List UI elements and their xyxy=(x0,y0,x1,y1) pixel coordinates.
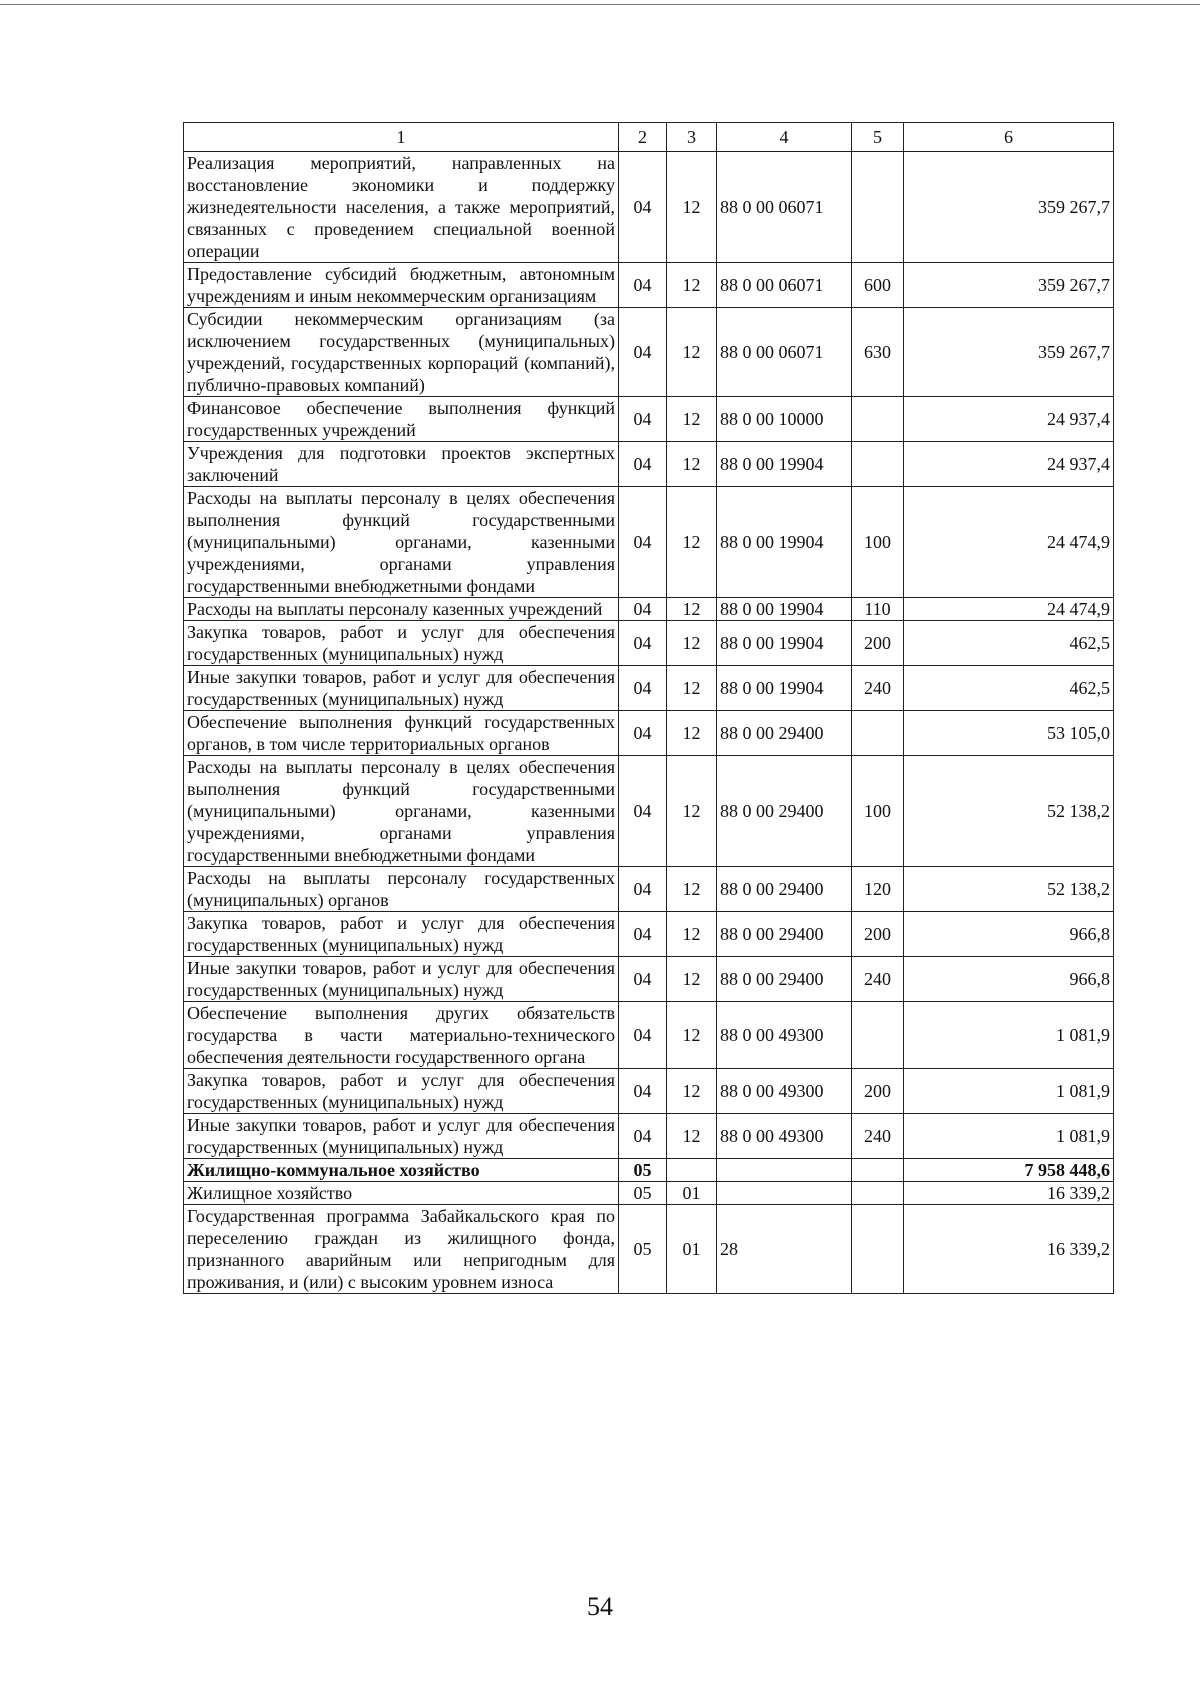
header-col-3: 3 xyxy=(667,123,717,152)
row-expense-type xyxy=(852,711,904,756)
row-amount: 462,5 xyxy=(904,621,1114,666)
row-expense-type: 240 xyxy=(852,1114,904,1159)
row-section-code: 04 xyxy=(619,957,667,1002)
row-target-article: 88 0 00 10000 xyxy=(717,397,852,442)
row-description: Жилищное хозяйство xyxy=(184,1182,619,1205)
row-subsection-code: 12 xyxy=(667,1002,717,1069)
table-row xyxy=(184,666,1114,711)
row-amount: 16 339,2 xyxy=(904,1205,1114,1294)
budget-table xyxy=(183,122,1114,1294)
row-expense-type xyxy=(852,1002,904,1069)
row-section-code: 05 xyxy=(619,1159,667,1182)
row-section-code: 04 xyxy=(619,598,667,621)
row-section-code: 04 xyxy=(619,397,667,442)
row-description: Расходы на выплаты персоналу в целях обеспечения выполнения функций государственными (муниципальными) органами, казенными учреждениями, органами управления государственными внебюджетными фондами xyxy=(184,487,619,598)
row-section-code: 04 xyxy=(619,308,667,397)
row-amount: 359 267,7 xyxy=(904,263,1114,308)
header-col-5: 5 xyxy=(852,123,904,152)
row-amount: 359 267,7 xyxy=(904,308,1114,397)
row-amount: 52 138,2 xyxy=(904,756,1114,867)
row-amount: 24 937,4 xyxy=(904,442,1114,487)
row-amount: 16 339,2 xyxy=(904,1182,1114,1205)
row-description: Субсидии некоммерческим организациям (за исключением государственных (муниципальных) учреждений, государственных корпораций (компаний), публично-правовых компаний) xyxy=(184,308,619,397)
row-target-article: 88 0 00 19904 xyxy=(717,621,852,666)
row-section-code: 04 xyxy=(619,1069,667,1114)
row-section-code: 04 xyxy=(619,621,667,666)
row-target-article: 88 0 00 29400 xyxy=(717,756,852,867)
row-subsection-code: 01 xyxy=(667,1182,717,1205)
row-target-article: 88 0 00 19904 xyxy=(717,666,852,711)
header-row xyxy=(184,123,1114,152)
row-amount: 7 958 448,6 xyxy=(904,1159,1114,1182)
row-amount: 24 474,9 xyxy=(904,598,1114,621)
row-description: Закупка товаров, работ и услуг для обеспечения государственных (муниципальных) нужд xyxy=(184,912,619,957)
row-description: Учреждения для подготовки проектов экспертных заключений xyxy=(184,442,619,487)
row-amount: 359 267,7 xyxy=(904,152,1114,263)
row-subsection-code: 12 xyxy=(667,308,717,397)
row-target-article: 88 0 00 49300 xyxy=(717,1114,852,1159)
row-target-article: 88 0 00 49300 xyxy=(717,1069,852,1114)
row-expense-type: 200 xyxy=(852,912,904,957)
row-description: Расходы на выплаты персоналу казенных учреждений xyxy=(184,598,619,621)
row-expense-type: 120 xyxy=(852,867,904,912)
row-subsection-code: 12 xyxy=(667,598,717,621)
table-row xyxy=(184,397,1114,442)
row-target-article: 88 0 00 06071 xyxy=(717,263,852,308)
row-description: Предоставление субсидий бюджетным, автономным учреждениям и иным некоммерческим организациям xyxy=(184,263,619,308)
table-row xyxy=(184,1069,1114,1114)
row-section-code: 04 xyxy=(619,756,667,867)
row-subsection-code: 12 xyxy=(667,442,717,487)
row-description: Обеспечение выполнения функций государственных органов, в том числе территориальных органов xyxy=(184,711,619,756)
row-expense-type xyxy=(852,1182,904,1205)
row-expense-type: 100 xyxy=(852,756,904,867)
row-subsection-code: 12 xyxy=(667,487,717,598)
row-amount: 1 081,9 xyxy=(904,1114,1114,1159)
row-section-code: 04 xyxy=(619,263,667,308)
row-section-code: 04 xyxy=(619,666,667,711)
row-section-code: 04 xyxy=(619,1002,667,1069)
row-target-article: 88 0 00 19904 xyxy=(717,442,852,487)
row-subsection-code xyxy=(667,1159,717,1182)
row-expense-type xyxy=(852,397,904,442)
row-expense-type: 200 xyxy=(852,621,904,666)
table-row xyxy=(184,1182,1114,1205)
row-subsection-code: 12 xyxy=(667,152,717,263)
row-subsection-code: 12 xyxy=(667,621,717,666)
row-description: Закупка товаров, работ и услуг для обеспечения государственных (муниципальных) нужд xyxy=(184,1069,619,1114)
table-row xyxy=(184,756,1114,867)
row-section-code: 04 xyxy=(619,711,667,756)
row-section-code: 04 xyxy=(619,487,667,598)
row-expense-type xyxy=(852,1159,904,1182)
row-amount: 53 105,0 xyxy=(904,711,1114,756)
row-amount: 1 081,9 xyxy=(904,1069,1114,1114)
table-row xyxy=(184,711,1114,756)
table-row xyxy=(184,1205,1114,1294)
row-subsection-code: 12 xyxy=(667,666,717,711)
table-row xyxy=(184,442,1114,487)
row-amount: 52 138,2 xyxy=(904,867,1114,912)
row-amount: 966,8 xyxy=(904,912,1114,957)
row-subsection-code: 12 xyxy=(667,1069,717,1114)
row-description: Расходы на выплаты персоналу в целях обеспечения выполнения функций государственными (муниципальными) органами, казенными учреждениями, органами управления государственными внебюджетными фондами xyxy=(184,756,619,867)
row-subsection-code: 12 xyxy=(667,957,717,1002)
row-description: Иные закупки товаров, работ и услуг для обеспечения государственных (муниципальных) нужд xyxy=(184,666,619,711)
row-target-article: 28 xyxy=(717,1205,852,1294)
row-description: Расходы на выплаты персоналу государственных (муниципальных) органов xyxy=(184,867,619,912)
row-target-article xyxy=(717,1159,852,1182)
row-description: Иные закупки товаров, работ и услуг для обеспечения государственных (муниципальных) нужд xyxy=(184,1114,619,1159)
row-target-article: 88 0 00 29400 xyxy=(717,912,852,957)
row-subsection-code: 12 xyxy=(667,711,717,756)
budget-table-body xyxy=(184,123,1114,1294)
row-description: Финансовое обеспечение выполнения функций государственных учреждений xyxy=(184,397,619,442)
table-row xyxy=(184,598,1114,621)
row-description: Обеспечение выполнения других обязательств государства в части материально-технического обеспечения деятельности государственного органа xyxy=(184,1002,619,1069)
table-row xyxy=(184,867,1114,912)
row-expense-type xyxy=(852,152,904,263)
row-description: Иные закупки товаров, работ и услуг для обеспечения государственных (муниципальных) нужд xyxy=(184,957,619,1002)
row-expense-type: 100 xyxy=(852,487,904,598)
row-section-code: 04 xyxy=(619,867,667,912)
row-section-code: 05 xyxy=(619,1182,667,1205)
table-row xyxy=(184,308,1114,397)
table-row xyxy=(184,263,1114,308)
row-section-code: 05 xyxy=(619,1205,667,1294)
row-target-article: 88 0 00 29400 xyxy=(717,867,852,912)
row-expense-type: 240 xyxy=(852,666,904,711)
table-row xyxy=(184,152,1114,263)
row-expense-type: 110 xyxy=(852,598,904,621)
table-row xyxy=(184,1002,1114,1069)
row-description: Государственная программа Забайкальского края по переселению граждан из жилищного фонда, признанного аварийным или непригодным для проживания, и (или) с высоким уровнем износа xyxy=(184,1205,619,1294)
row-expense-type: 600 xyxy=(852,263,904,308)
row-amount: 1 081,9 xyxy=(904,1002,1114,1069)
row-target-article: 88 0 00 06071 xyxy=(717,152,852,263)
row-subsection-code: 12 xyxy=(667,756,717,867)
row-subsection-code: 12 xyxy=(667,397,717,442)
table-row xyxy=(184,487,1114,598)
row-section-code: 04 xyxy=(619,912,667,957)
row-description: Жилищно-коммунальное хозяйство xyxy=(184,1159,619,1182)
table-row xyxy=(184,1159,1114,1182)
page-number: 54 xyxy=(587,1592,613,1621)
row-expense-type: 240 xyxy=(852,957,904,1002)
row-subsection-code: 12 xyxy=(667,263,717,308)
table-row xyxy=(184,1114,1114,1159)
row-section-code: 04 xyxy=(619,442,667,487)
row-amount: 966,8 xyxy=(904,957,1114,1002)
row-expense-type xyxy=(852,1205,904,1294)
row-section-code: 04 xyxy=(619,1114,667,1159)
header-col-1: 1 xyxy=(184,123,619,152)
top-edge-rule xyxy=(0,4,1200,5)
row-amount: 462,5 xyxy=(904,666,1114,711)
header-col-6: 6 xyxy=(904,123,1114,152)
row-target-article: 88 0 00 29400 xyxy=(717,957,852,1002)
header-col-4: 4 xyxy=(717,123,852,152)
row-subsection-code: 12 xyxy=(667,867,717,912)
row-subsection-code: 12 xyxy=(667,912,717,957)
row-target-article: 88 0 00 06071 xyxy=(717,308,852,397)
row-target-article: 88 0 00 49300 xyxy=(717,1002,852,1069)
row-target-article: 88 0 00 19904 xyxy=(717,487,852,598)
table-row xyxy=(184,912,1114,957)
row-description: Закупка товаров, работ и услуг для обеспечения государственных (муниципальных) нужд xyxy=(184,621,619,666)
row-expense-type: 200 xyxy=(852,1069,904,1114)
row-target-article: 88 0 00 19904 xyxy=(717,598,852,621)
row-section-code: 04 xyxy=(619,152,667,263)
table-row xyxy=(184,621,1114,666)
row-subsection-code: 12 xyxy=(667,1114,717,1159)
row-expense-type xyxy=(852,442,904,487)
row-target-article xyxy=(717,1182,852,1205)
row-expense-type: 630 xyxy=(852,308,904,397)
row-amount: 24 474,9 xyxy=(904,487,1114,598)
table-row xyxy=(184,957,1114,1002)
header-col-2: 2 xyxy=(619,123,667,152)
row-description: Реализация мероприятий, направленных на восстановление экономики и поддержку жизнедеятельности населения, а также мероприятий, связанных с проведением специальной военной операции xyxy=(184,152,619,263)
row-amount: 24 937,4 xyxy=(904,397,1114,442)
row-subsection-code: 01 xyxy=(667,1205,717,1294)
row-target-article: 88 0 00 29400 xyxy=(717,711,852,756)
